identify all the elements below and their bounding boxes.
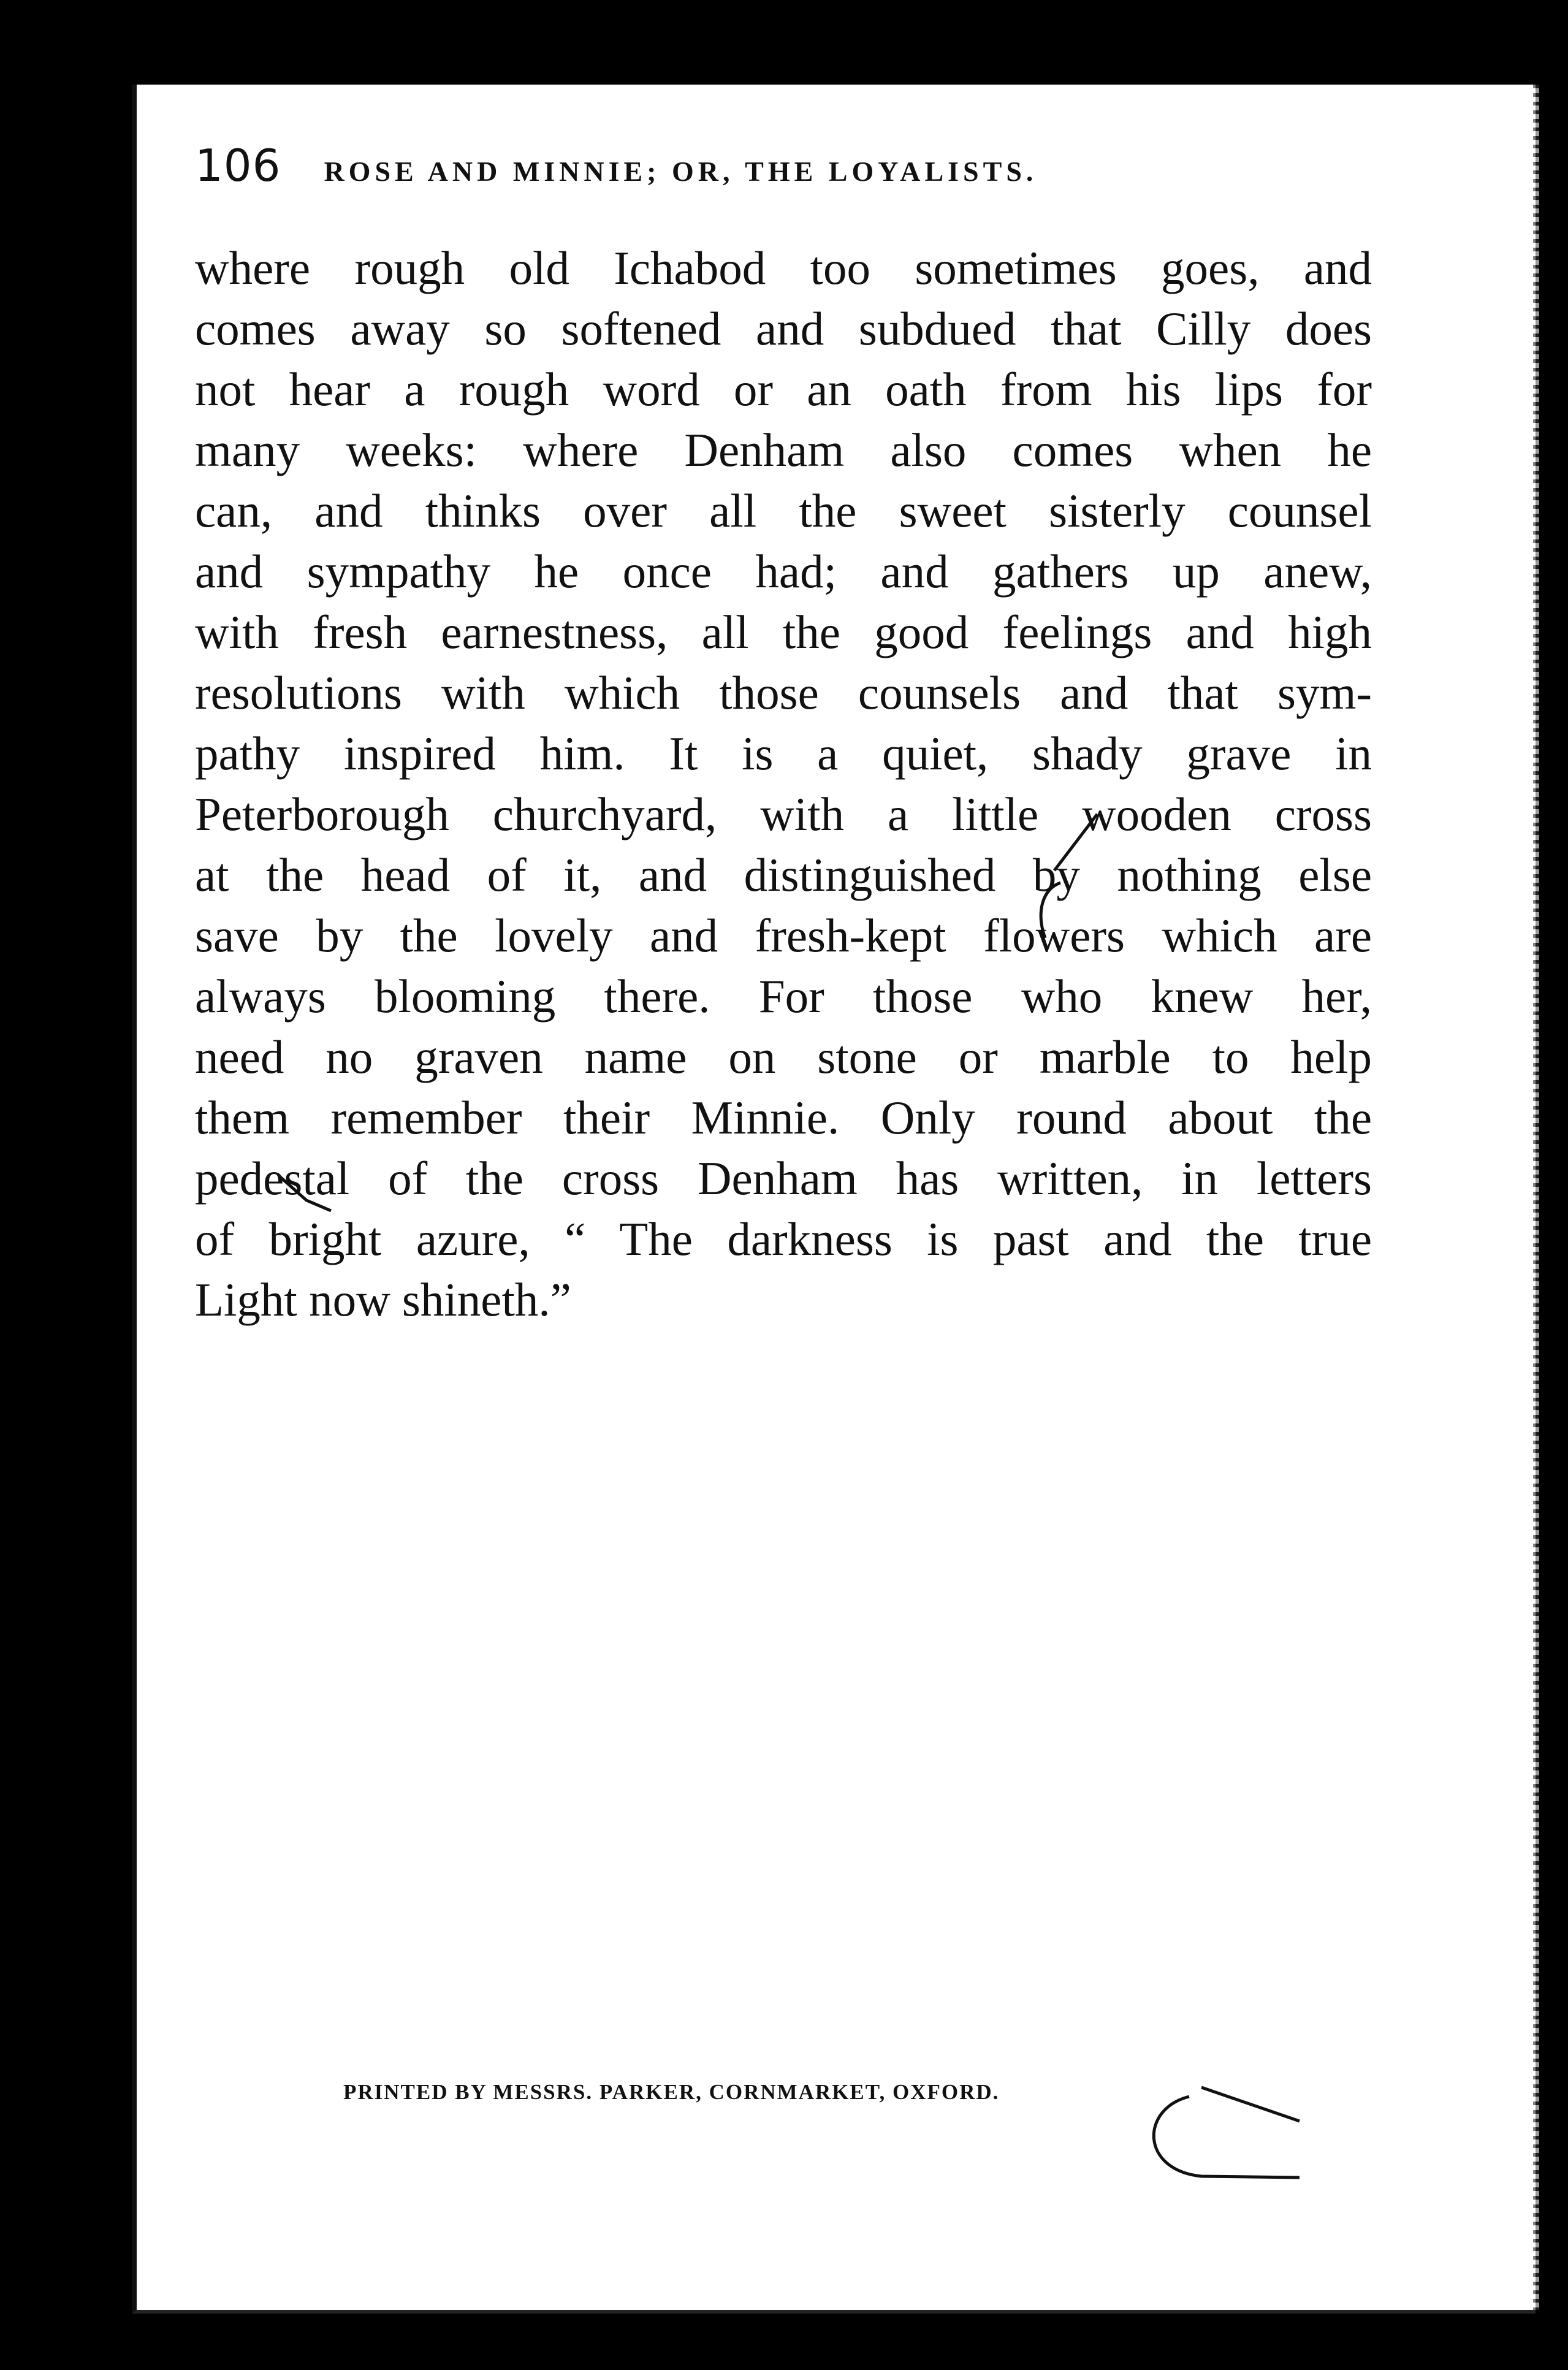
text-line: pedestal of the cross Denham has written, in letters	[195, 1152, 1372, 1205]
text-line: with fresh earnestness, all the good feelings and high	[195, 606, 1372, 658]
text-line: where rough old Ichabod too sometimes goes, and	[195, 242, 1372, 294]
text-line: Light now shineth.”	[195, 1273, 571, 1326]
text-line: and sympathy he once had; and gathers up anew,	[195, 545, 1372, 598]
page-header	[195, 140, 1311, 191]
text-line: not hear a rough word or an oath from his lips for	[195, 363, 1372, 416]
running-head: ROSE AND MINNIE; OR, THE LOYALISTS.	[324, 156, 1038, 187]
text-line: them remember their Minnie. Only round about the	[195, 1091, 1372, 1144]
text-line: many weeks: where Denham also comes when he	[195, 424, 1372, 476]
printer-imprint: PRINTED BY MESSRS. PARKER, CORNMARKET, OXFORD.	[343, 2080, 1000, 2104]
text-line: pathy inspired him. It is a quiet, shady grave in	[195, 727, 1372, 780]
body-text	[195, 238, 1372, 1330]
text-line: at the head of it, and distinguished by nothing else	[195, 848, 1372, 901]
text-line: Peterborough churchyard, with a little wooden cross	[195, 788, 1372, 840]
page-number: 106	[195, 140, 281, 191]
text-line: resolutions with which those counsels and that sym-	[195, 666, 1372, 719]
text-line: can, and thinks over all the sweet sisterly counsel	[195, 484, 1372, 537]
text-line: always blooming there. For those who knew her,	[195, 970, 1372, 1023]
text-line: need no graven name on stone or marble to help	[195, 1031, 1372, 1083]
text-line: comes away so softened and subdued that Cilly does	[195, 302, 1372, 355]
text-line: of bright azure, “ The darkness is past and the true	[195, 1213, 1372, 1265]
text-line: save by the lovely and fresh-kept flowers which are	[195, 909, 1372, 962]
